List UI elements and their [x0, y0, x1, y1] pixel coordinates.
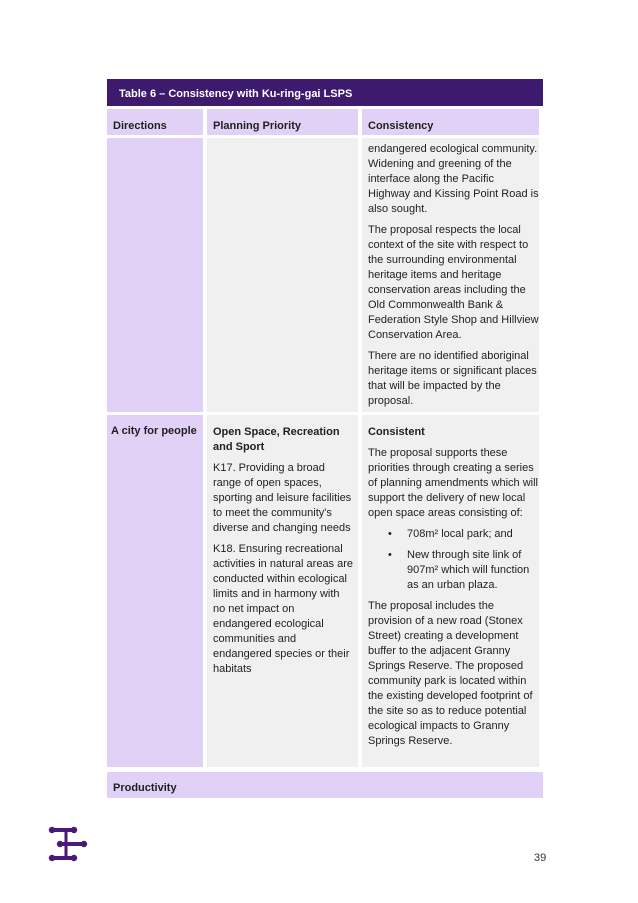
header-directions: Directions: [107, 109, 203, 135]
consistency-paragraph: endangered ecological community. Widening and greening of the interface along the Pacific Highway and Kissing Point Road is also sought.: [368, 143, 539, 215]
priority-heading: Open Space, Recreation and Sport: [213, 426, 340, 453]
open-space-list: [368, 527, 539, 593]
table-row-city-for-people: [107, 415, 543, 767]
consistency-table: [107, 79, 543, 798]
list-item-text: New through site link of 907m² which will function as an urban plaza.: [407, 549, 530, 591]
bullet-icon: •: [388, 528, 392, 540]
cell-planning-priority: [207, 415, 358, 767]
priority-k17: K17. Providing a broad range of open spaces, sporting and leisure facilities to meet the community's diverse and changing needs: [213, 462, 352, 534]
table-row-productivity: Productivity: [107, 772, 543, 798]
cell-direction: A city for people: [107, 415, 203, 767]
connected-nodes-logo-icon: [48, 825, 88, 868]
header-planning-priority: Planning Priority: [207, 109, 358, 135]
consistency-paragraph: The proposal respects the local context of the site with respect to the surrounding environmental heritage items and heritage conservation areas including the Old Commonwealth Bank & Federation Style Shop and Hillview Conservation Area.: [368, 224, 539, 341]
priority-k18: K18. Ensuring recreational activities in natural areas are conducted within ecological limits and in harmony with no net impact on endangered ecological communities and endangered species or their habitats: [213, 543, 354, 675]
list-item: [368, 527, 539, 542]
consistency-heading: Consistent: [368, 426, 425, 438]
list-item: [368, 548, 539, 593]
list-item-text: 708m² local park; and: [407, 528, 513, 540]
cell-consistency-continued: [362, 138, 539, 412]
table-header-row: [107, 109, 543, 135]
header-consistency: Consistency: [362, 109, 539, 135]
bullet-icon: •: [388, 549, 392, 561]
cell-priority-empty: [207, 138, 358, 412]
page-number: 39: [534, 852, 547, 864]
consistency-intro: The proposal supports these priorities through creating a series of planning amendments which will support the delivery of new local open space areas consisting of:: [368, 447, 538, 519]
cell-consistency: [362, 415, 539, 767]
consistency-paragraph: There are no identified aboriginal heritage items or significant places that will be impacted by the proposal.: [368, 350, 537, 407]
cell-direction-empty: [107, 138, 203, 412]
table-title: Table 6 – Consistency with Ku-ring-gai LSPS: [107, 79, 543, 106]
consistency-paragraph: The proposal includes the provision of a new road (Stonex Street) creating a development buffer to the adjacent Granny Springs Reserve. The proposed community park is located within the existing developed footprint of the site so as to reduce potential ecological impacts to Granny Springs Reserve.: [368, 600, 533, 747]
table-row-continued: [107, 138, 543, 412]
